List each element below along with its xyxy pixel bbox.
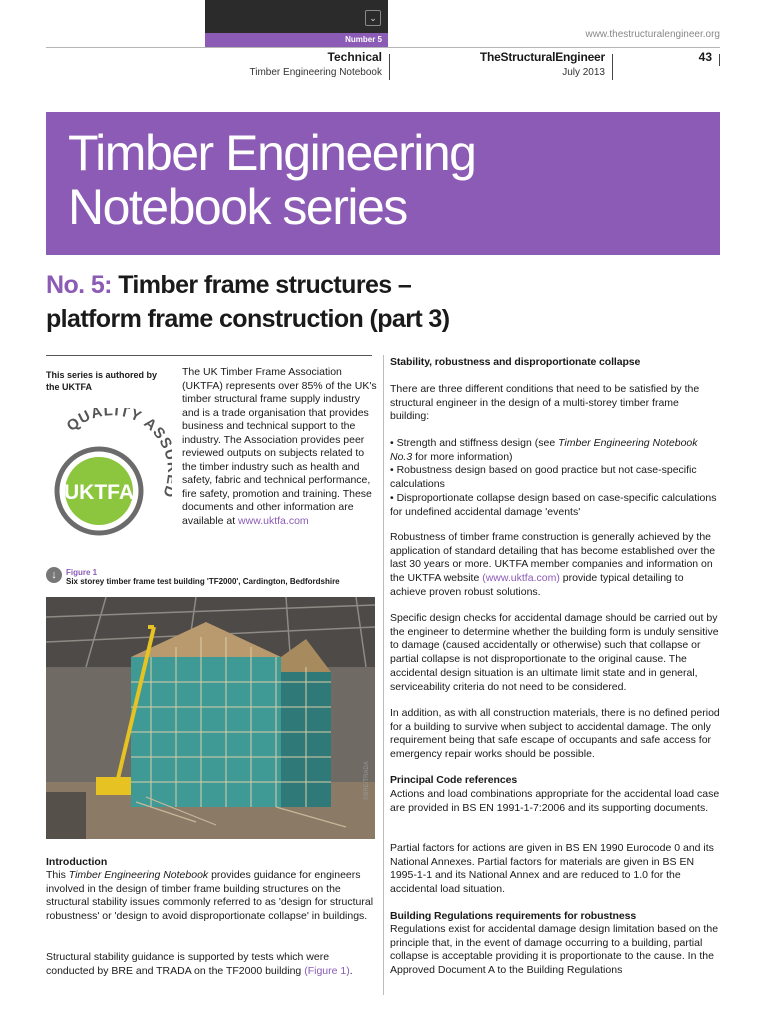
section-heading: Building Regulations requirements for robustness — [390, 910, 637, 922]
list-item-text: Robustness design based on good practice but not case-specific calculations — [390, 464, 697, 491]
chevron-down-icon[interactable]: ⌄ — [365, 10, 381, 26]
header-divider — [389, 54, 390, 80]
uktfa-website-link[interactable]: (www.uktfa.com) — [482, 572, 560, 585]
body-paragraph: Actions and load combinations appropriate for the accidental load case are provided in BS EN 1991-1-7:2006 and its supporting documents. — [390, 788, 720, 814]
photo-credit: ©BRE/TRADA — [364, 761, 370, 800]
body-paragraph: There are three different conditions that need to be satisfied by the structural engineer in the design of a multi-storey timber frame building: — [390, 383, 700, 423]
series-title-line1: Timber Engineering — [68, 125, 476, 181]
introduction-heading: Introduction — [46, 856, 108, 868]
section-heading: Principal Code references — [390, 774, 518, 786]
intro-emphasis: Timber Engineering Notebook — [68, 869, 209, 881]
magazine-title: TheStructuralEngineer — [479, 50, 605, 64]
list-item — [390, 437, 720, 464]
list-item-text: Disproportionate collapse design based on case-specific calculations for undefined accidental damage 'events' — [390, 491, 717, 518]
list-item-emphasis: Timber Engineering Notebook No.3 — [390, 437, 698, 463]
section-heading: Stability, robustness and disproportionate collapse — [390, 356, 641, 368]
issue-date: July 2013 — [562, 67, 605, 78]
body-text: Robustness of timber frame construction is generally achieved by the application of standard detailing that has become established over the last 30 years or more. UKTFA member companies and information on the UKTFA website — [390, 531, 716, 585]
series-title — [68, 126, 475, 234]
intro-text: provides guidance for engineers involved in the design of timber frame building structures on the structural stability issues commonly referred to as 'design for structural robustness' or 'design to avoid disproportionate collapse' in buildings. — [46, 869, 374, 922]
list-item — [390, 492, 720, 519]
introduction-paragraph — [46, 951, 376, 978]
conditions-list — [390, 437, 720, 519]
list-item — [390, 464, 720, 491]
intro-text: This — [46, 869, 69, 881]
section-title: Technical — [327, 50, 382, 64]
author-note: This series is authored by the UKTFA — [46, 370, 158, 392]
intro-text: Structural stability guidance is supported by tests which were conducted by BRE and TRADA on the TF2000 building — [46, 951, 330, 977]
page-number: 43 — [698, 50, 712, 64]
article-title — [46, 268, 720, 336]
body-paragraph: Partial factors for actions are given in BS EN 1990 Eurocode 0 and its National Annexes. Partial factors for materials are given in BS EN 1995-1-1 and its National Annex and are reduced to 1.0 for the accidental load situation. — [390, 842, 714, 896]
header-tab — [205, 0, 388, 33]
article-number: No. 5: — [46, 271, 112, 299]
svg-text:QUALITY ASSURED: QUALITY AS — [63, 408, 170, 444]
header-divider — [612, 54, 613, 80]
uktfa-logo — [44, 408, 172, 536]
body-paragraph — [390, 531, 720, 600]
svg-text:UKTFA: UKTFA — [64, 481, 134, 504]
uktfa-link[interactable]: www.uktfa.com — [238, 514, 309, 527]
figure-label: Figure 1 — [66, 568, 98, 577]
header-divider — [719, 54, 720, 66]
list-item-text: Strength and stiffness design (see — [396, 437, 559, 449]
body-paragraph: In addition, as with all construction materials, there is no defined period for a building to survive when subject to accidental damage. The only requirement being that safe escape of occupants and safe access for emergency repair works should be possible. — [390, 707, 720, 761]
association-description — [182, 366, 377, 528]
body-paragraph: Specific design checks for accidental damage should be carried out by the engineer to determine whether the building form is unduly sensitive to damage (caused accidentally or otherwise) such that collapse or partial collapse is not disproportionate to the original cause. The accidental design situation is an ultimate limit state and in general, serviceability criteria do not need to be considered. — [390, 612, 719, 693]
section-subtitle: Timber Engineering Notebook — [249, 67, 382, 78]
association-text: The UK Timber Frame Association (UKTFA) represents over 85% of the UK's timber structural frame supply industry and is a trade organisation that provides business and technical support to the industry. The Association provides peer reviewed outputs on subjects related to the timber industry such as health and safety, fabric and technical performance, fire safety, promotion and training. These documents and other information are available at — [182, 366, 377, 527]
column-divider — [383, 355, 384, 995]
body-text: provide typical detailing to achieve proven robust solutions. — [390, 572, 684, 598]
body-paragraph: Regulations exist for accidental damage design limitation based on the principle that, in the event of damage occurring to a building, partial collapse is acceptable providing it is proportionate to the cause. In the Approved Document A to the Building Regulations — [390, 923, 719, 977]
intro-text: . — [349, 964, 353, 977]
article-title-line2: platform frame construction (part 3) — [46, 305, 450, 333]
sidebar-rule — [46, 355, 372, 356]
series-title-line2: Notebook series — [68, 179, 407, 235]
introduction-paragraph — [46, 869, 376, 923]
site-url[interactable]: www.thestructuralengineer.org — [585, 29, 720, 40]
header-rule — [46, 47, 720, 48]
figure-1-link[interactable]: (Figure 1) — [304, 964, 350, 977]
series-banner — [46, 112, 720, 255]
list-item-text: for more information) — [412, 450, 513, 463]
figure-photo — [46, 597, 375, 839]
arrow-down-circle-icon: ↓ — [46, 567, 62, 583]
figure-caption: Six storey timber frame test building 'TF2000', Cardington, Bedfordshire — [66, 577, 340, 586]
issue-label: Number 5 — [205, 33, 388, 47]
article-title-line1: Timber frame structures – — [111, 271, 412, 299]
